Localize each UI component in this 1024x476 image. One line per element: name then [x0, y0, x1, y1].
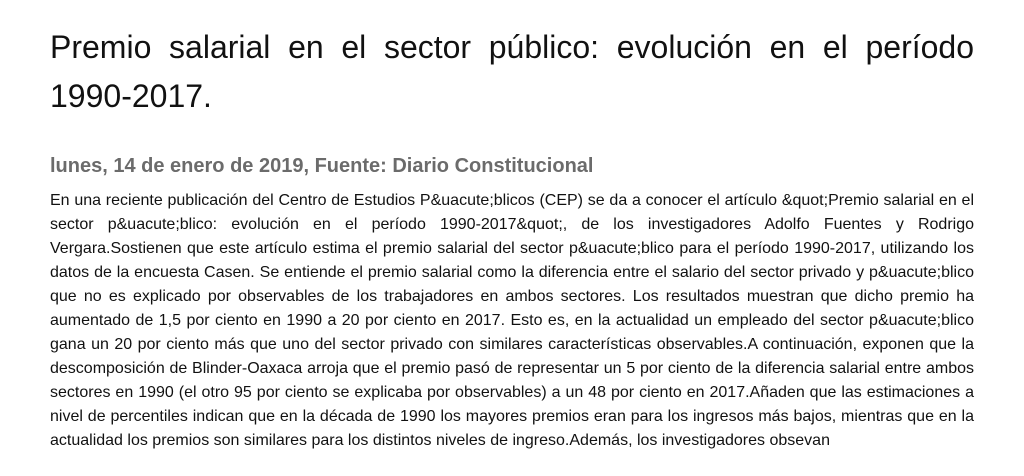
article-date-source: lunes, 14 de enero de 2019, Fuente: Diario Constitucional — [50, 155, 594, 177]
article-body: En una reciente publicación del Centro de Estudios P&uacute;blicos (CEP) se da a conocer el artículo &quot;Premio salarial en el sector p&uacute;blico: evolución en el período 1990-2017&quot;, de los investigadores Adolfo Fuentes y Rodrigo Vergara.Sostienen que este artículo estima el premio salarial del sector p&uacute;blico para el período 1990-2017, utilizando los datos de la encuesta Casen. Se entiende el premio salarial como la diferencia entre el salario del sector privado y p&uacute;blico que no es explicado por observables de los trabajadores en ambos sectores. Los resultados muestran que dicho premio ha aumentado de 1,5 por ciento en 1990 a 20 por ciento en 2017. Esto es, en la actualidad un empleado del sector p&uacute;blico gana un 20 por ciento más que uno del sector privado con similares características observables.A continuación, exponen que la descomposición de Blinder-Oaxaca arroja que el premio pasó de representar un 5 por ciento de la diferencia salarial entre ambos sectores en 1990 (el otro 95 por ciento se explicaba por observables) a un 48 por ciento en 2017.Añaden que las estimaciones a nivel de percentiles indican que en la década de 1990 los mayores premios eran para los ingresos más bajos, mientras que en la actualidad los premios son similares para los distintos niveles de ingreso.Además, los investigadores obsevan — [50, 192, 974, 449]
article-title: Premio salarial en el sector público: evolución en el período 1990-2017. — [50, 29, 974, 114]
article — [50, 0, 974, 453]
